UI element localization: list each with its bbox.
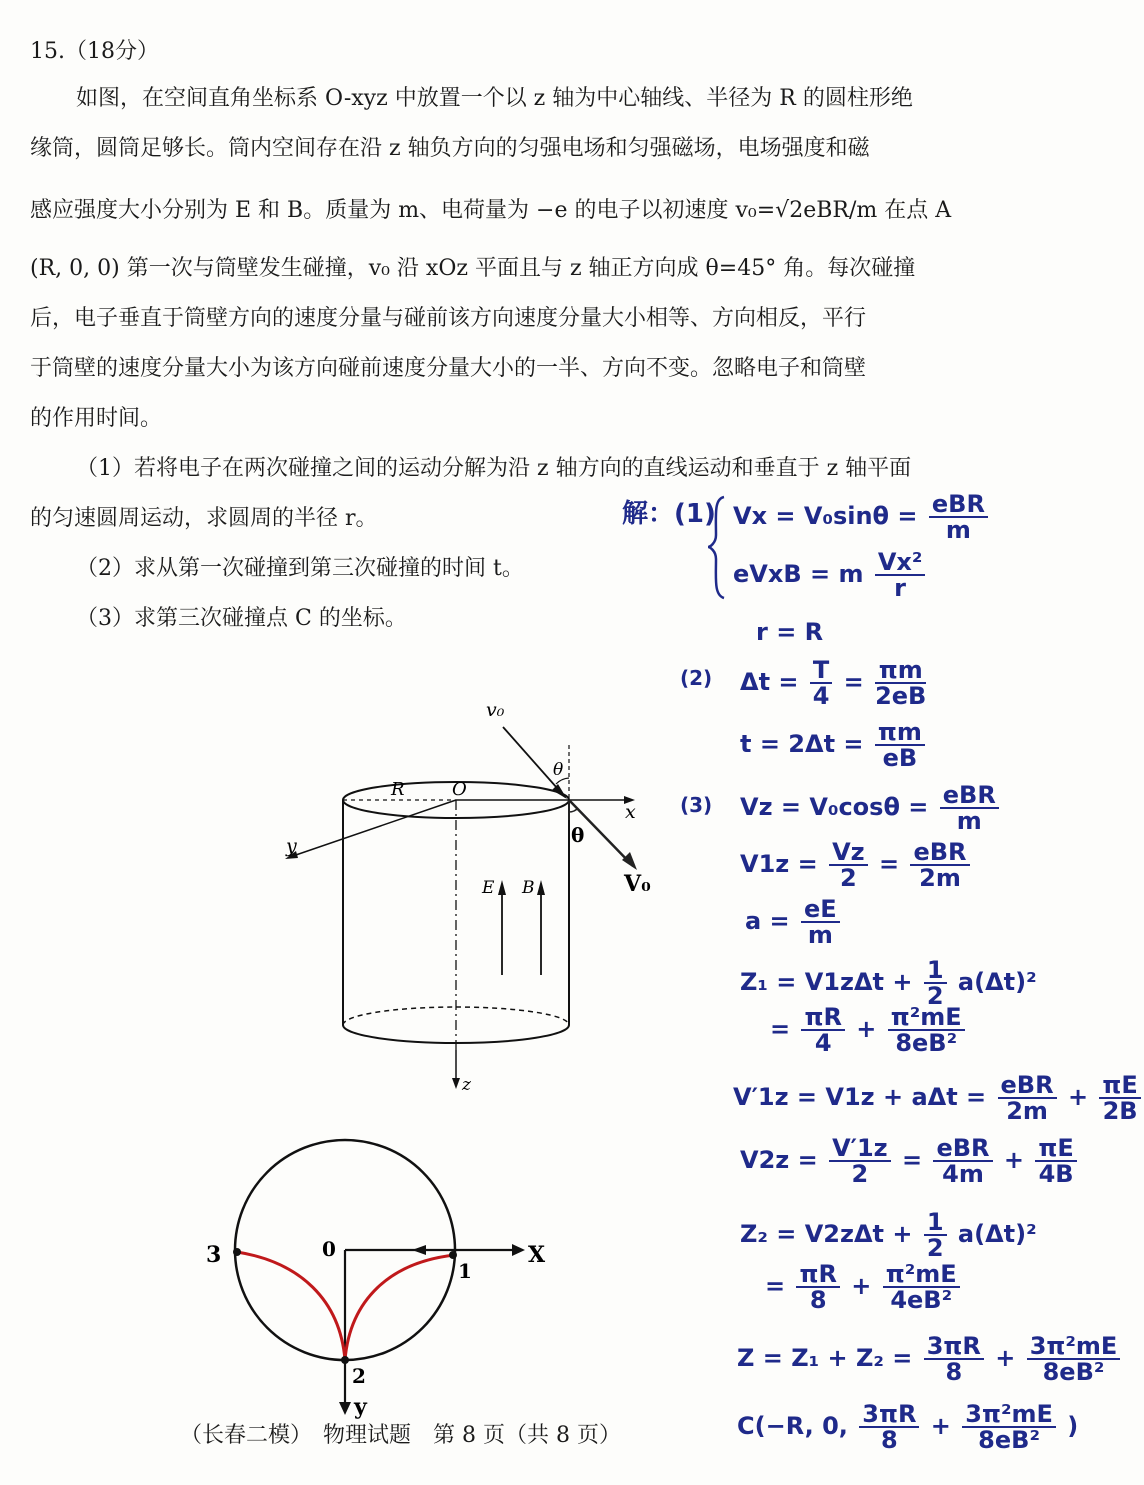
eq-3f-fraction-1: $\frac{\text{eBR}}{2m}$ xyxy=(998,1073,1057,1123)
label-z: z xyxy=(462,1075,471,1095)
eq-3g-fraction-2: $\frac{\text{eBR}}{4m}$ xyxy=(933,1136,992,1186)
statement-line-2: 缘筒，圆筒足够长。筒内空间存在沿 z 轴负方向的匀强电场和匀强磁场，电场强度和磁 xyxy=(30,136,870,161)
eq-2b-fraction: $\frac{\pi m}{eB}$ xyxy=(875,720,925,770)
eq-1c: r = R xyxy=(756,618,824,646)
solution-heading: 解：(1) xyxy=(622,499,716,529)
statement-line-4: (R, 0, 0) 第一次与筒壁发生碰撞，v₀ 沿 xOz 平面且与 z 轴正方向成 θ=45° 角。每次碰撞 xyxy=(30,256,916,281)
eq-3j-fraction-1: $\frac{3\pi R}{8}$ xyxy=(924,1334,984,1384)
eq-1b-fraction: $\frac{\text{Vx²}}{r}$ xyxy=(875,550,926,600)
eq-3k-fraction-2: $\frac{\text{3π²mE}}{\text{8eB²}}$ xyxy=(962,1402,1056,1452)
label-o: O xyxy=(452,779,467,800)
eq-3i-fraction-2: $\frac{\text{π²mE}}{\text{4eB²}}$ xyxy=(883,1262,960,1312)
eq-3j-fraction-2: $\frac{\text{3π²mE}}{\text{8eB²}}$ xyxy=(1027,1334,1121,1384)
eq-2a-fraction-2: $\frac{\pi m}{2eB}$ xyxy=(875,656,927,710)
label-r: R xyxy=(391,779,405,800)
sketch-x-arrowhead xyxy=(512,1244,525,1256)
eq-3d-fraction: $\frac{1}{2}$ xyxy=(924,958,947,1008)
label-y-axis: y xyxy=(354,1394,367,1420)
hw-label-v0: V₀ xyxy=(624,871,651,897)
eq-2a-fraction-1: $\frac{T}{4}$ xyxy=(810,658,832,708)
eq-3e: = $\frac{\pi R}{4}$ + $\frac{\text{π²mE}}{\text{8eB²}}$ xyxy=(770,1005,968,1055)
label-point-3: 3 xyxy=(206,1242,222,1268)
statement-line-1: 如图，在空间直角坐标系 O-xyz 中放置一个以 z 轴为中心轴线、半径为 R 的圆柱形绝 xyxy=(76,86,913,111)
eq-3e-fraction-1: $\frac{\pi R}{4}$ xyxy=(801,1005,844,1055)
eq-3f-fraction-2: $\frac{\pi E}{2B}$ xyxy=(1099,1073,1140,1123)
hw-v0-arrowhead xyxy=(622,852,637,870)
eq-3h: Z₂ = V2zΔt + $\frac{1}{2}$ a(Δt)² xyxy=(740,1208,1037,1262)
sketch-y-arrowhead xyxy=(339,1402,351,1415)
eq-1a-left: Vx = V₀sinθ = xyxy=(733,502,918,530)
eq-3j: Z = Z₁ + Z₂ = $\frac{3\pi R}{8}$ + $\frac{\text{3π²mE}}{\text{8eB²}}$ xyxy=(737,1334,1123,1384)
eq-3g-fraction-1: $\frac{V'1z}{2}$ xyxy=(829,1136,891,1186)
page-footer: （长春二模） 物理试题 第 8 页（共 8 页） xyxy=(180,1423,621,1448)
label-b: B xyxy=(522,878,535,898)
label-x: x xyxy=(625,801,636,823)
point-1-dot xyxy=(449,1251,457,1259)
eq-2b: t = 2Δt = $\frac{\pi m}{eB}$ xyxy=(740,720,928,770)
z-axis-arrowhead xyxy=(452,1078,460,1089)
eq-3e-fraction-2: $\frac{\text{π²mE}}{\text{8eB²}}$ xyxy=(888,1005,965,1055)
eq-1b-left: eVxB = m xyxy=(733,560,864,588)
eq-3k-fraction-1: $\frac{3\pi R}{8}$ xyxy=(859,1402,919,1452)
equation-system-brace xyxy=(706,495,728,600)
point-3-dot xyxy=(233,1248,241,1256)
eq-1a xyxy=(733,492,991,542)
part-3-label: (3) xyxy=(680,793,713,817)
label-e: E xyxy=(482,878,495,898)
eq-3h-fraction: $\frac{1}{2}$ xyxy=(924,1210,947,1260)
question-3: （3）求第三次碰撞点 C 的坐标。 xyxy=(76,606,407,631)
eq-3g-fraction-3: $\frac{\pi E}{4B}$ xyxy=(1035,1136,1076,1186)
eq-3a-fraction: $\frac{\text{eBR}}{m}$ xyxy=(940,783,999,833)
problem-number: 15.（18分） xyxy=(30,39,159,64)
field-arrow-b-head xyxy=(537,880,545,895)
point-2-dot xyxy=(341,1356,349,1364)
eq-3c: a = $\frac{eE}{m}$ xyxy=(745,897,843,947)
eq-3c-fraction: $\frac{eE}{m}$ xyxy=(801,897,840,947)
field-arrow-e-head xyxy=(498,880,506,895)
eq-3d: Z₁ = V1zΔt + $\frac{1}{2}$ a(Δt)² xyxy=(740,956,1037,1010)
question-2: （2）求从第一次碰撞到第三次碰撞的时间 t。 xyxy=(76,556,524,581)
part-2-label: (2) xyxy=(680,666,713,690)
eq-3a: Vz = V₀cosθ = $\frac{\text{eBR}}{m}$ xyxy=(740,783,1002,833)
eq-1b xyxy=(733,550,928,600)
label-origin: 0 xyxy=(322,1237,336,1261)
eq-3b-fraction-1: $\frac{Vz}{2}$ xyxy=(829,840,868,890)
sketch-direction-arrow xyxy=(412,1245,426,1255)
label-y: y xyxy=(286,835,297,857)
eq-3b: V1z = $\frac{Vz}{2}$ = $\frac{\text{eBR}}{2m}$ xyxy=(740,840,973,890)
eq-3i-fraction-1: $\frac{\pi R}{8}$ xyxy=(796,1262,839,1312)
question-1-line-1: （1）若将电子在两次碰撞之间的运动分解为沿 z 轴方向的直线运动和垂直于 z 轴平面 xyxy=(76,456,912,481)
label-point-1: 1 xyxy=(458,1259,472,1283)
eq-3i: = $\frac{\pi R}{8}$ + $\frac{\text{π²mE}}{\text{4eB²}}$ xyxy=(765,1262,963,1312)
eq-1a-fraction: $\frac{\text{eBR}}{m}$ xyxy=(929,492,988,542)
label-point-2: 2 xyxy=(352,1364,366,1388)
hw-label-theta: θ xyxy=(571,823,585,847)
label-theta: θ xyxy=(553,760,564,780)
trajectory-arc-left xyxy=(237,1252,345,1360)
statement-line-5: 后，电子垂直于筒壁方向的速度分量与碰前该方向速度分量大小相等、方向相反，平行 xyxy=(30,306,867,331)
cylinder-figure xyxy=(270,690,670,1100)
statement-line-7: 的作用时间。 xyxy=(30,406,163,431)
eq-3g: V2z = $\frac{V'1z}{2}$ = $\frac{\text{eBR}}{4m}$ + $\frac{\pi E}{4B}$ xyxy=(740,1136,1080,1186)
eq-3k: C(−R, 0, $\frac{3\pi R}{8}$ + $\frac{\text{3π²mE}}{\text{8eB²}}$ ) xyxy=(737,1400,1079,1454)
eq-3b-fraction-2: $\frac{\text{eBR}}{2m}$ xyxy=(910,840,969,890)
label-x-axis: X xyxy=(528,1242,546,1268)
eq-2a: Δt = $\frac{T}{4}$ = $\frac{\pi m}{2eB}$ xyxy=(740,656,927,710)
question-1-line-2: 的匀速圆周运动，求圆周的半径 r。 xyxy=(30,506,378,531)
eq-3f: V′1z = V1z + aΔt = $\frac{\text{eBR}}{2m}$ + $\frac{\pi E}{2B}$ xyxy=(733,1073,1144,1123)
y-axis xyxy=(290,800,456,857)
statement-line-3: 感应强度大小分别为 E 和 B。质量为 m、电荷量为 −e 的电子以初速度 v₀=√2eBR/m 在点 A xyxy=(30,198,952,223)
statement-line-6: 于筒壁的速度分量大小为该方向碰前速度分量大小的一半、方向不变。忽略电子和筒壁 xyxy=(30,356,867,381)
trajectory-sketch xyxy=(195,1130,560,1425)
label-v0: v₀ xyxy=(486,699,505,721)
hw-theta-arc xyxy=(569,808,578,812)
